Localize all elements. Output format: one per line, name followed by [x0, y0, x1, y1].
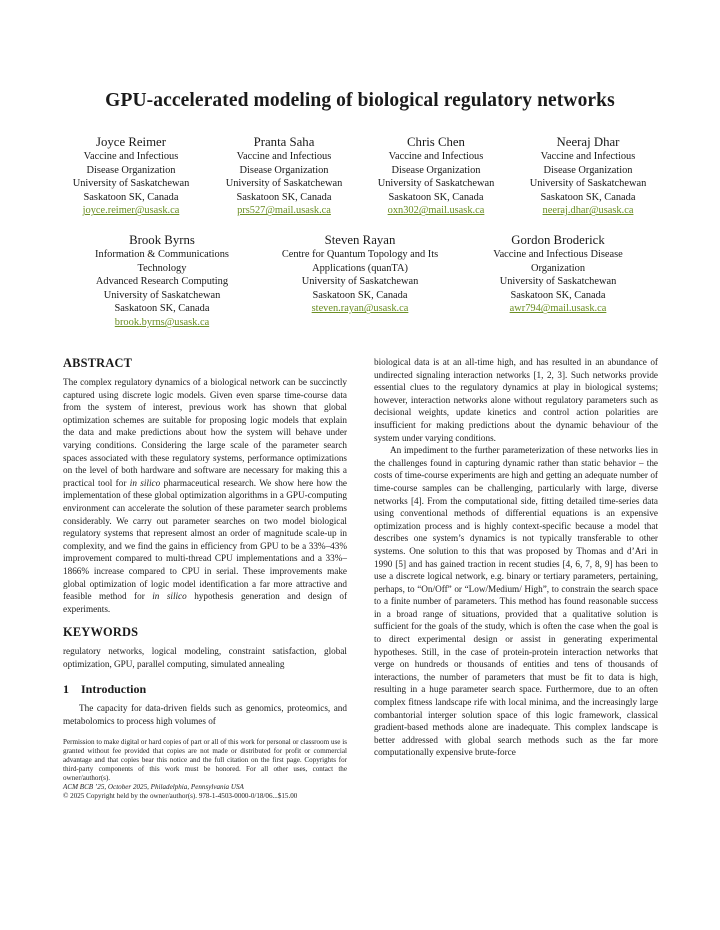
- author-block: [470, 232, 646, 316]
- author-affiliation: Organization: [530, 262, 586, 274]
- permission-notice: [63, 738, 347, 802]
- author-affiliation: Saskatoon SK, Canada: [510, 289, 606, 301]
- author-block: [363, 134, 509, 218]
- introduction-paragraph: The capacity for data-driven fields such as genomics, proteomics, and metabolomics to process high volumes of: [63, 703, 347, 727]
- copyright-line: © 2025 Copyright held by the owner/author(s). 978-1-4503-0000-0/18/06...$15.00: [63, 792, 298, 801]
- author-block: [58, 134, 204, 218]
- left-column: [63, 356, 347, 801]
- author-block: [515, 134, 661, 218]
- author-block: [72, 232, 252, 330]
- author-affiliation: Vaccine and Infectious Disease: [493, 249, 623, 260]
- abstract-italic: in silico: [152, 591, 187, 602]
- conference-venue: ACM BCB ’25, October 2025, Philadelphia, Pennsylvania USA: [63, 783, 244, 792]
- author-affiliation: University of Saskatchewan: [499, 276, 617, 288]
- author-affiliation: Saskatoon SK, Canada: [540, 191, 636, 203]
- author-affiliation: University of Saskatchewan: [377, 178, 495, 190]
- author-email-link[interactable]: oxn302@mail.usask.ca: [387, 205, 485, 217]
- abstract-heading: ABSTRACT: [63, 356, 133, 370]
- author-block: [262, 232, 458, 316]
- author-affiliation: Centre for Quantum Topology and Its: [281, 249, 439, 260]
- author-block: [211, 134, 357, 218]
- author-affiliation: Disease Organization: [86, 164, 176, 176]
- introduction-heading: [63, 682, 347, 697]
- author-affiliation: Technology: [137, 262, 187, 274]
- author-affiliation: University of Saskatchewan: [301, 276, 419, 288]
- keywords-text: regulatory networks, logical modeling, constraint satisfaction, global optimization, GPU, parallel computing, simulated annealing: [63, 646, 347, 669]
- author-email-link[interactable]: awr794@mail.usask.ca: [509, 303, 607, 315]
- paper-title: GPU-accelerated modeling of biological regulatory networks: [105, 90, 615, 111]
- author-affiliation: Vaccine and Infectious: [83, 151, 179, 162]
- author-email-link[interactable]: neeraj.dhar@usask.ca: [542, 205, 634, 217]
- author-name: Steven Rayan: [324, 233, 396, 247]
- author-affiliation: Saskatoon SK, Canada: [312, 289, 408, 301]
- author-name: Joyce Reimer: [95, 135, 166, 149]
- abstract-text-part: pharmaceutical research. We show here how the implementation of these global optimization algorithms in a GPU-computing environment can accelerate the solution of these parameter search problems considerably. We carry out parameter searches on two model biological regulatory systems that represent almost an order of magnitude scale-up in complexity, and we find the gains in efficiency from GPU to be a 33%–43% improvement compared to multi-thread CPU implementations and a 33%–1866% increase compared to CPU in serial. These improvements make global optimization of logic model identification a far more attractive and feasible method for: [63, 477, 347, 602]
- author-affiliation: Advanced Research Computing: [95, 276, 229, 288]
- author-email-link[interactable]: joyce.reimer@usask.ca: [82, 205, 180, 217]
- author-affiliation: University of Saskatchewan: [529, 178, 647, 190]
- abstract-text-part: The complex regulatory dynamics of a biological network can be succinctly captured using discrete logic models. Given even sparse time-course data from the system of interest, previous work has shown that global optimization schemes are suitable for proposing logic models that explain the data and make predictions about how the system will behave under varying conditions. Considering the large scale of the parameter search spaces associated with these regulatory systems, performance optimizations on the level of both hardware and software are necessary for making this a practical tool for: [63, 377, 347, 488]
- author-affiliation: University of Saskatchewan: [103, 289, 221, 301]
- author-affiliation: Disease Organization: [391, 164, 481, 176]
- author-affiliation: Vaccine and Infectious: [540, 151, 636, 162]
- author-name: Chris Chen: [407, 135, 465, 149]
- author-affiliation: Disease Organization: [239, 164, 329, 176]
- permission-text: Permission to make digital or hard copies of part or all of this work for personal or classroom use is granted without fee provided that copies are not made or distributed for profit or commercial advantage and that copies bear this notice and the full citation on the first page. Copyrights for third-party components of this work must be honored. For all other uses, contact the owner/author(s).: [63, 737, 347, 783]
- introduction-paragraph: biological data is at an all-time high, and has resulted in an abundance of undirected signaling interaction networks [1, 2, 3]. Such networks provide essential clues to the regulatory dynamics at play in biological systems; however, interaction networks alone without regulatory parameters such as decisional weights, update kinetics and control action polarities are insufficient for making predictions about the dynamic behaviour of the system under varying conditions.: [374, 357, 658, 443]
- author-affiliation: Vaccine and Infectious: [388, 151, 484, 162]
- author-name: Pranta Saha: [253, 135, 315, 149]
- author-affiliation: Saskatoon SK, Canada: [114, 303, 210, 315]
- abstract-text-part: hypothesis generation and design of experiments.: [63, 591, 347, 614]
- author-affiliation: Disease Organization: [543, 164, 633, 176]
- author-name: Gordon Broderick: [511, 233, 605, 247]
- author-email-link[interactable]: brook.byrns@usask.ca: [114, 316, 210, 328]
- author-affiliation: Applications (quanTA): [312, 262, 408, 274]
- author-affiliation: Saskatoon SK, Canada: [236, 191, 332, 203]
- author-affiliation: Information & Communications: [95, 249, 229, 260]
- author-affiliation: University of Saskatchewan: [72, 178, 190, 190]
- author-name: Brook Byrns: [129, 233, 195, 247]
- keywords-heading: KEYWORDS: [63, 625, 139, 640]
- section-number: 1: [63, 682, 69, 697]
- author-email-link[interactable]: steven.rayan@usask.ca: [311, 303, 409, 315]
- abstract-italic: in silico: [129, 477, 161, 488]
- author-affiliation: University of Saskatchewan: [225, 178, 343, 190]
- author-affiliation: Saskatoon SK, Canada: [388, 191, 484, 203]
- introduction-paragraph: An impediment to the further parameterization of these networks lies in the challenges found in capturing dynamic rather than static behavior – the costs of time-course experiments are high and getting an adequate number of time-course samples can be challenging, particularly with large, diverse networks [4]. From the computational side, fitting detailed time-series data using conventional methods of differential equations is an expensive optimization process and is highly context-specific because a model that describes one system’s dynamics is not typically transferable to other systems. One solution to this that was proposed by Thomas and d’Ari in 1990 [5] and has gained traction in recent studies [4, 6, 7, 8, 9] has been to use a discrete logical network, e.g. binary or tertiary parameters, pertaining, perhaps, to “On/Off” or “Low/Medium/ High”, to constrain the search space to a finite number of parameters. This method has found reasonable success in a broad range of situations, provided that a qualitative solution is sufficient for the goals of the study, which is often the case when the goal is to direct experimental design or assist in generating experimental hypotheses. Still, in the case of protein-protein interaction networks that verge on hundreds or thousands of entities and tens of thousands of interactions, the number of parameters that must be fit to data is high, resulting in a huge parameter search space. Furthermore, due to an often complex fitness landscape rife with local minima, and the increasingly large combantorial interger solution space of this logic framework, classical gradient-based methods alone are inadequate. This complex landscape is better addressed with global search methods such as the far more computationally expensive brute-force: [374, 445, 658, 758]
- author-name: Neeraj Dhar: [556, 135, 620, 149]
- author-affiliation: Saskatoon SK, Canada: [83, 191, 179, 203]
- author-email-link[interactable]: prs527@mail.usask.ca: [237, 205, 331, 217]
- author-affiliation: Vaccine and Infectious: [236, 151, 332, 162]
- section-title: Introduction: [81, 682, 147, 697]
- right-column: [374, 356, 658, 759]
- abstract-text: [63, 376, 347, 615]
